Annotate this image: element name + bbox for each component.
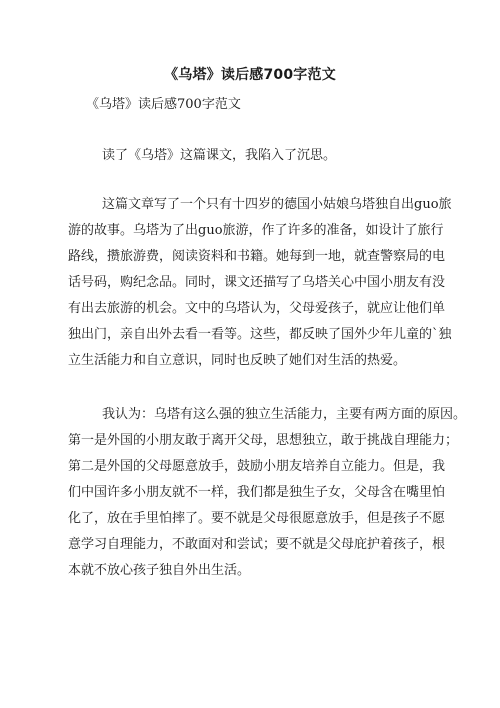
- paragraph-line: 本就不放心孩子独自外出生活。: [68, 563, 251, 578]
- paragraph-line: 路线，攒旅游费，阅读资料和书籍。她每到一地，就查警察局的电: [68, 249, 446, 264]
- paragraph-2: [68, 192, 452, 374]
- paragraph-line: 我认为：乌塔有这么强的独立生活能力，主要有两方面的原因。: [102, 407, 467, 422]
- paragraph-line: 第一是外国的小朋友敢于离开父母，思想独立，敢于挑战自理能力；: [68, 433, 459, 448]
- paragraph-line: 意学习自理能力，不敢面对和尝试；要不就是父母庇护着孩子，根: [68, 537, 446, 552]
- paragraph-line: 这篇文章写了一个只有十四岁的德国小姑娘乌塔独自出guo旅: [102, 197, 452, 212]
- paragraph-3: [68, 402, 467, 584]
- document-subtitle: 《乌塔》读后感700字范文: [86, 97, 241, 112]
- paragraph-line: 独出门，亲自出外去看一看等。这些，都反映了国外少年儿童的`独: [68, 327, 452, 342]
- paragraph-line: 话号码，购纪念品。同时，课文还描写了乌塔关心中国小朋友有没: [68, 275, 446, 290]
- paragraph-line: 立生活能力和自立意识，同时也反映了她们对生活的热爱。: [68, 353, 407, 368]
- paragraph-line: 化了，放在手里怕摔了。要不就是父母很愿意放手，但是孩子不愿: [68, 511, 446, 526]
- paragraph-line: 第二是外国的父母愿意放手，鼓励小朋友培养自立能力。但是，我: [68, 459, 446, 474]
- paragraph-line: 有出去旅游的机会。文中的乌塔认为，父母爱孩子，就应让他们单: [68, 301, 446, 316]
- paragraph-1: [68, 143, 438, 169]
- paragraph-line: 游的故事。乌塔为了出guo旅游，作了许多的准备，如设计了旅行: [68, 223, 444, 238]
- paragraph-line: 读了《乌塔》这篇课文，我陷入了沉思。: [102, 148, 337, 163]
- document-title: 《乌塔》读后感700字范文: [164, 67, 336, 83]
- paragraph-line: 们中国许多小朋友就不一样，我们都是独生子女，父母含在嘴里怕: [68, 485, 446, 500]
